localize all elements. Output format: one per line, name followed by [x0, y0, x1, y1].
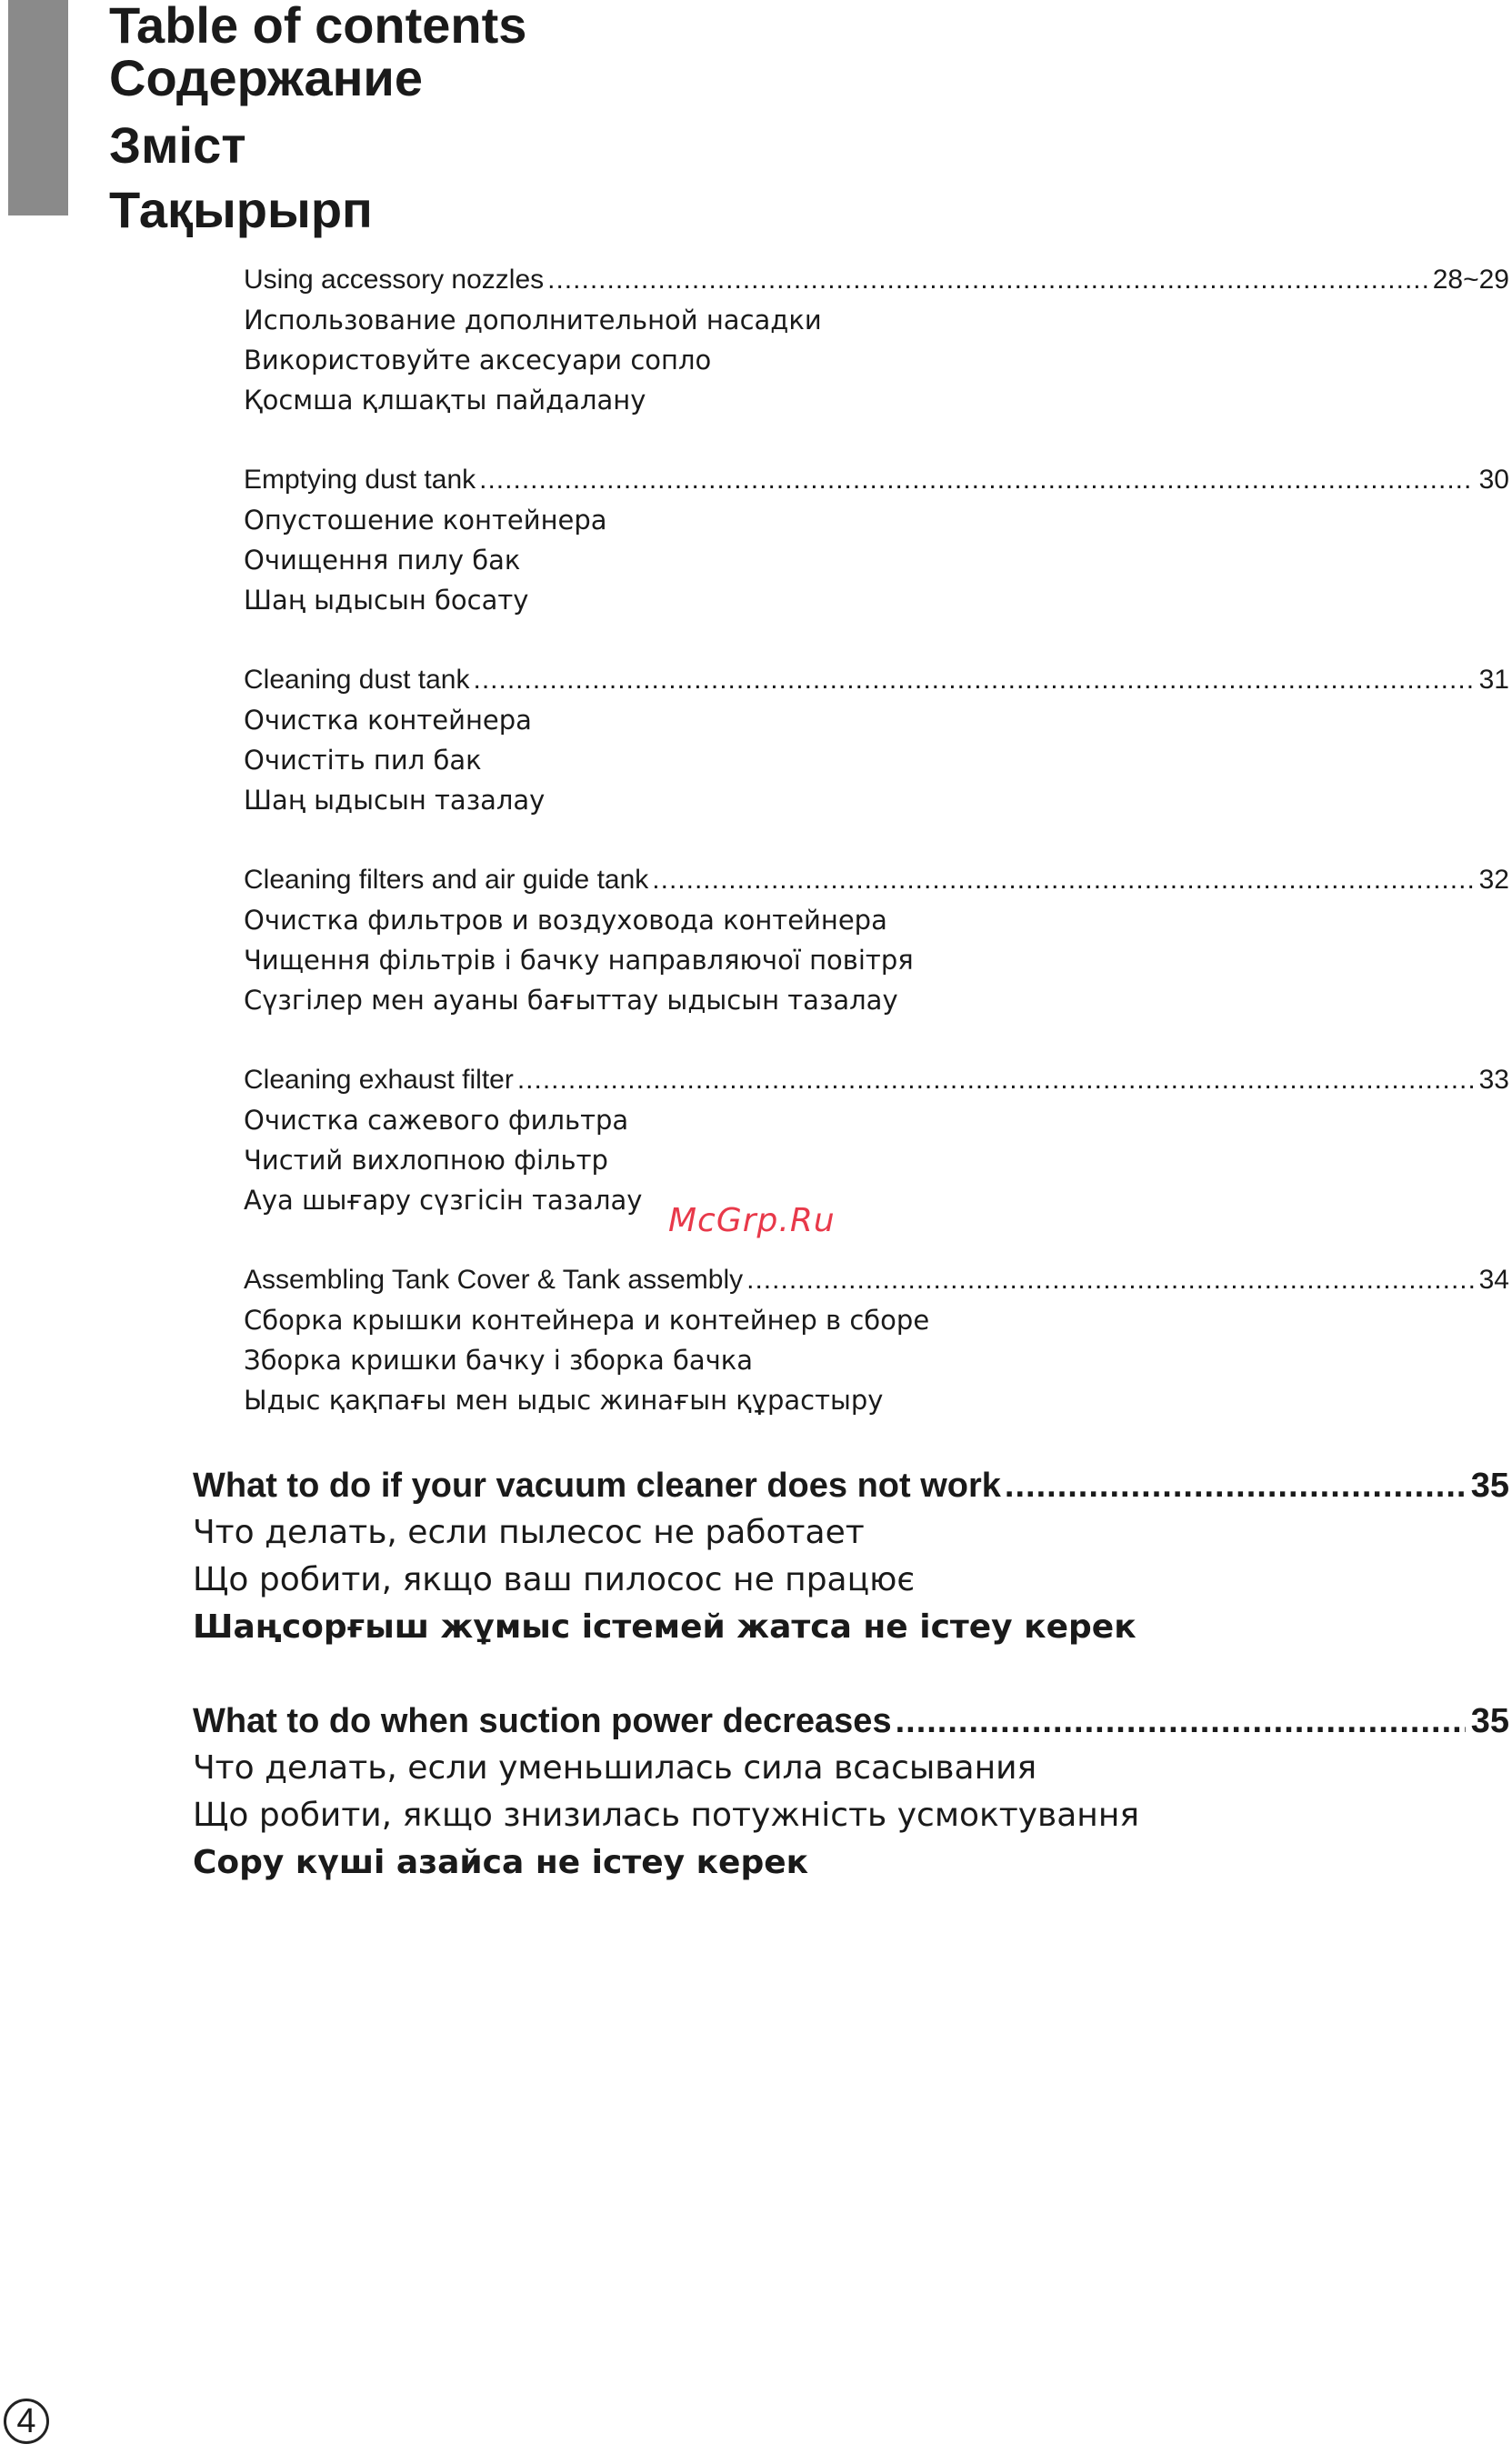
toc-dot-leader	[746, 1260, 1473, 1300]
toc-dot-leader	[652, 860, 1473, 900]
toc-entry-ru: Использование дополнительной насадки	[244, 305, 822, 336]
toc-entry-ru: Что делать, если уменьшилась сила всасывания	[193, 1749, 1037, 1787]
toc-dot-leader	[479, 460, 1473, 500]
toc-dot-leader	[896, 1698, 1466, 1745]
toc-entry-page: 28~29	[1432, 265, 1509, 295]
toc-entry-kz: Сору күші азайса не істеу керек	[193, 1844, 809, 1881]
title-en: Table of contents	[109, 0, 527, 54]
toc-entry-cleaning-filters[interactable]	[244, 860, 1512, 1020]
toc-entry-page: 32	[1478, 865, 1509, 895]
toc-entry-uk: Очистіть пил бак	[244, 745, 482, 776]
toc-entry-ru: Что делать, если пылесос не работает	[193, 1514, 865, 1551]
watermark-text: McGrp.Ru	[668, 1202, 836, 1239]
toc-entry-uk: Що робити, якщо знизилась потужність усмоктування	[193, 1797, 1140, 1834]
toc-entry-ru: Сборка крышки контейнера и контейнер в сборе	[244, 1305, 930, 1336]
toc-entry-page: 33	[1478, 1065, 1509, 1095]
toc-entry-page: 34	[1478, 1265, 1509, 1295]
toc-entry-kz: Қосмша қлшақты пайдалану	[244, 385, 646, 416]
page-title-block	[109, 0, 526, 245]
toc-entry-title: What to do if your vacuum cleaner does not work	[193, 1467, 1001, 1505]
toc-entry-title: Assembling Tank Cover & Tank assembly	[244, 1265, 744, 1295]
title-ru: Содержание	[109, 49, 423, 106]
toc-entry-page: 31	[1478, 665, 1509, 695]
toc-dot-leader	[547, 260, 1427, 300]
toc-entry-uk: Використовуйте аксесуари сопло	[244, 345, 712, 376]
toc-entry-ru: Опустошение контейнера	[244, 505, 607, 536]
toc-entry-page: 35	[1470, 1702, 1509, 1740]
side-tab-bar	[8, 0, 68, 215]
toc-entry-page: 35	[1470, 1467, 1509, 1505]
toc-entry-uk: Чищення фільтрів і бачку направляючої повітря	[244, 945, 914, 976]
toc-entry-uk: Зборка кришки бачку і зборка бачка	[244, 1345, 754, 1376]
toc-entry-title: Cleaning exhaust filter	[244, 1065, 514, 1095]
toc-dot-leader	[517, 1060, 1474, 1100]
toc-entry-emptying-dust-tank[interactable]	[244, 460, 1512, 620]
title-uk: Зміст	[109, 116, 246, 174]
toc-entry-uk: Чистий вихлопною фільтр	[244, 1145, 608, 1176]
toc-entry-using-accessory-nozzles[interactable]	[244, 260, 1512, 420]
toc-entry-page: 30	[1478, 465, 1509, 495]
toc-entry-uk: Що робити, якщо ваш пилосос не працює	[193, 1561, 916, 1598]
toc-entry-ru: Очистка сажевого фильтра	[244, 1105, 629, 1136]
toc-dot-leader	[474, 660, 1474, 700]
toc-entry-title: Cleaning filters and air guide tank	[244, 865, 649, 895]
toc-entry-cleaning-exhaust-filter[interactable]	[244, 1060, 1512, 1220]
page-number-badge: 4	[4, 2399, 49, 2444]
toc-major-entry-suction-decreases[interactable]	[193, 1698, 1509, 1887]
toc-entry-kz: Ауа шығару сүзгісін тазалау	[244, 1185, 643, 1216]
toc-entry-ru: Очистка фильтров и воздуховода контейнера	[244, 905, 887, 936]
toc-entry-ru: Очистка контейнера	[244, 705, 532, 736]
toc-entry-title: What to do when suction power decreases	[193, 1702, 892, 1740]
toc-entry-title: Using accessory nozzles	[244, 265, 545, 295]
toc-entry-assembling-tank-cover[interactable]	[244, 1260, 1512, 1420]
toc-entry-kz: Шаң ыдысын босату	[244, 585, 529, 616]
title-kz: Тақырырп	[109, 181, 373, 238]
toc-major-entry-not-working[interactable]	[193, 1462, 1509, 1651]
toc-entry-kz: Шаңсорғыш жұмыс істемей жатса не істеу керек	[193, 1608, 1137, 1646]
toc-entry-kz: Ыдыс қақпағы мен ыдыс жинағын құрастыру	[244, 1385, 884, 1416]
toc-dot-leader	[1005, 1462, 1466, 1509]
toc-entry-uk: Очищення пилу бак	[244, 545, 521, 576]
toc-entry-kz: Сүзгілер мен ауаны бағыттау ыдысын тазалау	[244, 985, 898, 1016]
toc-entry-cleaning-dust-tank[interactable]	[244, 660, 1512, 820]
toc-entry-title: Emptying dust tank	[244, 465, 476, 495]
toc-entry-title: Cleaning dust tank	[244, 665, 470, 695]
toc-entry-kz: Шаң ыдысын тазалау	[244, 785, 546, 816]
